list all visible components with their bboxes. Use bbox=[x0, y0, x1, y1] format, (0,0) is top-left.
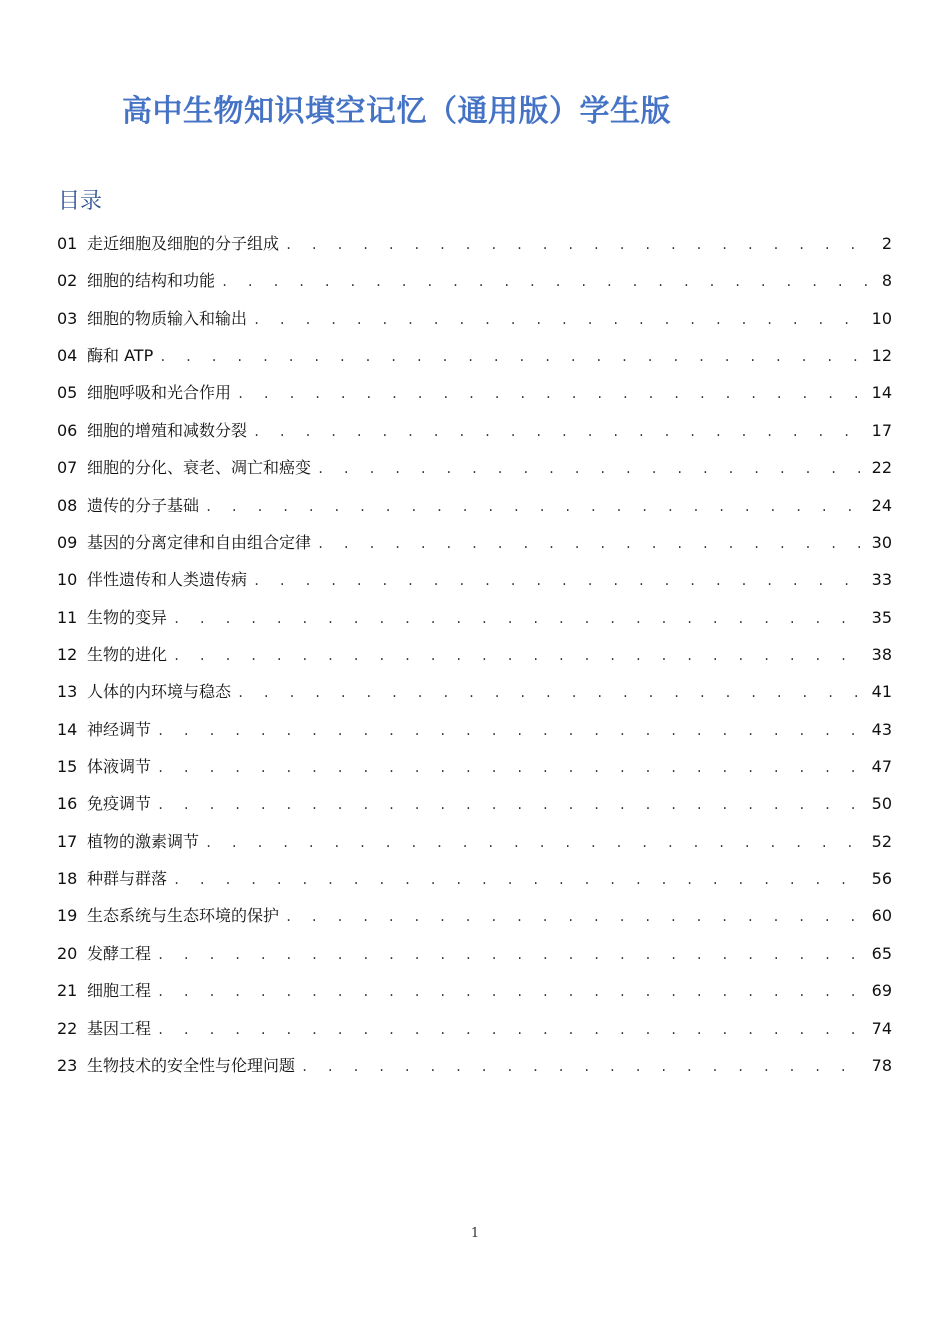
toc-entry[interactable] bbox=[57, 262, 892, 299]
toc-entry-page: 65 bbox=[871, 943, 892, 963]
toc-entry-title: 神经调节 bbox=[87, 719, 152, 739]
toc-entry-number: 06 bbox=[57, 420, 78, 440]
toc-entry-title: 植物的激素调节 bbox=[87, 831, 200, 851]
toc-entry-number: 14 bbox=[57, 719, 78, 739]
toc-entry[interactable] bbox=[57, 860, 892, 897]
toc-entry-number: 13 bbox=[57, 682, 78, 702]
toc-entry-number: 10 bbox=[57, 570, 78, 590]
toc-entry-page: 52 bbox=[871, 831, 892, 851]
toc-dot-leader bbox=[205, 489, 866, 524]
toc-entry-title: 生物的变异 bbox=[87, 607, 168, 627]
toc-entry[interactable] bbox=[57, 935, 892, 972]
toc-entry[interactable] bbox=[57, 561, 892, 598]
toc-entry-title: 细胞的结构和功能 bbox=[87, 271, 216, 291]
toc-entry-title: 人体的内环境与稳态 bbox=[87, 682, 232, 702]
toc-entry-title: 体液调节 bbox=[87, 757, 152, 777]
toc-dot-leader bbox=[253, 414, 866, 449]
toc-entry-page: 17 bbox=[871, 420, 892, 440]
toc-entry-page: 8 bbox=[881, 271, 892, 291]
toc-dot-leader bbox=[157, 750, 866, 785]
toc-entry-number: 08 bbox=[57, 495, 78, 515]
toc-entry-page: 24 bbox=[871, 495, 892, 515]
table-of-contents bbox=[57, 225, 892, 1084]
toc-entry-number: 03 bbox=[57, 308, 78, 328]
toc-entry[interactable] bbox=[57, 449, 892, 486]
toc-entry-title: 细胞呼吸和光合作用 bbox=[87, 383, 232, 403]
toc-dot-leader bbox=[253, 302, 866, 337]
toc-entry-page: 43 bbox=[871, 719, 892, 739]
toc-entry-title: 基因工程 bbox=[87, 1018, 152, 1038]
toc-entry[interactable] bbox=[57, 1010, 892, 1047]
toc-entry-page: 12 bbox=[871, 346, 892, 366]
toc-entry[interactable] bbox=[57, 374, 892, 411]
toc-entry[interactable] bbox=[57, 636, 892, 673]
toc-entry[interactable] bbox=[57, 487, 892, 524]
toc-entry-page: 50 bbox=[871, 794, 892, 814]
toc-entry[interactable] bbox=[57, 972, 892, 1009]
toc-entry-number: 23 bbox=[57, 1055, 78, 1075]
toc-entry-number: 02 bbox=[57, 271, 78, 291]
toc-entry[interactable] bbox=[57, 412, 892, 449]
toc-entry-page: 2 bbox=[881, 234, 892, 253]
toc-entry[interactable] bbox=[57, 599, 892, 636]
toc-entry-number: 20 bbox=[57, 943, 78, 963]
toc-dot-leader bbox=[317, 526, 866, 561]
toc-entry[interactable] bbox=[57, 823, 892, 860]
toc-entry-page: 60 bbox=[871, 906, 892, 926]
toc-entry[interactable] bbox=[57, 1047, 892, 1084]
toc-entry-number: 19 bbox=[57, 906, 78, 926]
toc-entry-title: 基因的分离定律和自由组合定律 bbox=[87, 532, 312, 552]
toc-entry-title: 生态系统与生态环境的保护 bbox=[87, 906, 280, 926]
toc-dot-leader bbox=[221, 264, 876, 299]
toc-entry[interactable] bbox=[57, 225, 892, 262]
toc-entry-page: 78 bbox=[871, 1055, 892, 1075]
toc-entry-number: 01 bbox=[57, 234, 78, 253]
toc-entry-page: 41 bbox=[871, 682, 892, 702]
toc-entry-title: 走近细胞及细胞的分子组成 bbox=[87, 234, 280, 253]
toc-entry-page: 69 bbox=[871, 981, 892, 1001]
toc-dot-leader bbox=[205, 825, 866, 860]
toc-dot-leader bbox=[157, 974, 866, 1009]
toc-dot-leader bbox=[285, 899, 866, 934]
toc-dot-leader bbox=[157, 713, 866, 748]
toc-entry-title: 种群与群落 bbox=[87, 869, 168, 889]
toc-entry-number: 16 bbox=[57, 794, 78, 814]
toc-entry-title: 免疫调节 bbox=[87, 794, 152, 814]
toc-entry-page: 38 bbox=[871, 644, 892, 664]
toc-entry-page: 56 bbox=[871, 869, 892, 889]
toc-entry-page: 35 bbox=[871, 607, 892, 627]
document-title: 高中生物知识填空记忆（通用版）学生版 bbox=[122, 94, 671, 129]
toc-dot-leader bbox=[317, 451, 866, 486]
toc-entry-number: 18 bbox=[57, 869, 78, 889]
toc-entry-title: 遗传的分子基础 bbox=[87, 495, 200, 515]
toc-entry-number: 11 bbox=[57, 607, 78, 627]
toc-entry-number: 07 bbox=[57, 458, 78, 478]
page-number: 1 bbox=[470, 1226, 480, 1241]
toc-entry[interactable] bbox=[57, 337, 892, 374]
toc-dot-leader bbox=[253, 563, 866, 598]
toc-entry-number: 04 bbox=[57, 346, 78, 366]
toc-dot-leader bbox=[237, 376, 866, 411]
toc-entry-number: 22 bbox=[57, 1018, 78, 1038]
toc-dot-leader bbox=[159, 339, 865, 374]
toc-dot-leader bbox=[237, 675, 866, 710]
toc-dot-leader bbox=[301, 1049, 866, 1084]
toc-entry-title: 伴性遗传和人类遗传病 bbox=[87, 570, 248, 590]
toc-entry-number: 12 bbox=[57, 644, 78, 664]
toc-entry-page: 10 bbox=[871, 308, 892, 328]
toc-entry-page: 22 bbox=[871, 458, 892, 478]
toc-entry[interactable] bbox=[57, 524, 892, 561]
toc-entry-page: 33 bbox=[871, 570, 892, 590]
toc-entry-title: 细胞工程 bbox=[87, 981, 152, 1001]
toc-dot-leader bbox=[157, 787, 866, 822]
toc-dot-leader bbox=[173, 601, 866, 636]
toc-entry-page: 74 bbox=[871, 1018, 892, 1038]
toc-entry-page: 47 bbox=[871, 757, 892, 777]
toc-entry-title: 酶和 ATP bbox=[87, 346, 154, 366]
toc-entry-number: 05 bbox=[57, 383, 78, 403]
toc-entry[interactable] bbox=[57, 673, 892, 710]
toc-entry-number: 09 bbox=[57, 532, 78, 552]
toc-dot-leader bbox=[173, 862, 866, 897]
toc-entry[interactable] bbox=[57, 711, 892, 748]
toc-dot-leader bbox=[157, 1012, 866, 1047]
toc-entry-title: 细胞的增殖和减数分裂 bbox=[87, 420, 248, 440]
toc-dot-leader bbox=[285, 227, 876, 262]
toc-entry[interactable] bbox=[57, 300, 892, 337]
toc-entry-page: 30 bbox=[871, 532, 892, 552]
toc-dot-leader bbox=[173, 638, 866, 673]
toc-heading: 目录 bbox=[58, 189, 103, 214]
toc-entry-title: 细胞的物质输入和输出 bbox=[87, 308, 248, 328]
toc-entry[interactable] bbox=[57, 748, 892, 785]
toc-entry-title: 发酵工程 bbox=[87, 943, 152, 963]
toc-entry-title: 生物的进化 bbox=[87, 644, 168, 664]
toc-entry-title: 生物技术的安全性与伦理问题 bbox=[87, 1055, 296, 1075]
toc-entry-number: 21 bbox=[57, 981, 78, 1001]
toc-entry[interactable] bbox=[57, 897, 892, 934]
toc-entry-number: 17 bbox=[57, 831, 78, 851]
toc-entry-number: 15 bbox=[57, 757, 78, 777]
toc-entry[interactable] bbox=[57, 785, 892, 822]
toc-entry-page: 14 bbox=[871, 383, 892, 403]
toc-entry-title: 细胞的分化、衰老、凋亡和癌变 bbox=[87, 458, 312, 478]
toc-dot-leader bbox=[157, 937, 866, 972]
